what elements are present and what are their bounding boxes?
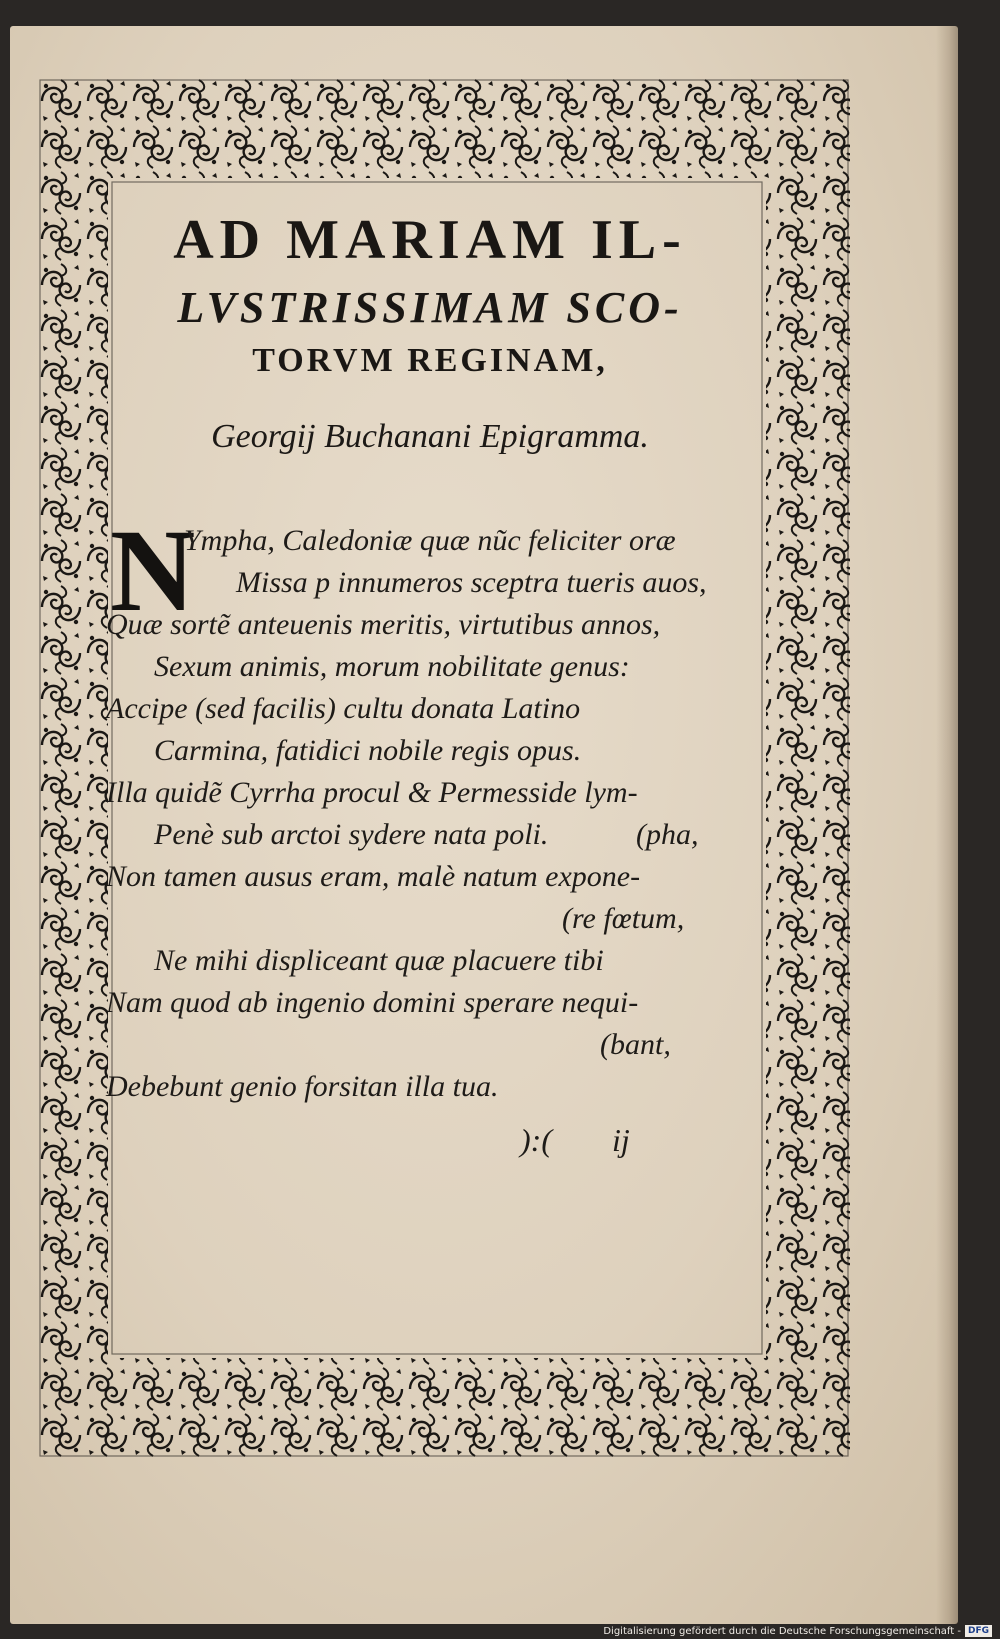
verse-line: Sexum animis, morum nobilitate genus:	[154, 650, 630, 683]
verse-line: Penè sub arctoi sydere nata poli.	[154, 818, 549, 851]
digitization-credit	[603, 1625, 992, 1637]
dfg-logo: DFG	[965, 1625, 992, 1637]
verse-line: Quæ sortẽ anteuenis meritis, virtutibus annos,	[106, 608, 661, 641]
page-edge-shadow	[936, 26, 958, 1624]
verse-line: Carmina, fatidici nobile regis opus.	[154, 734, 582, 767]
title-line-1: AD MARIAM IL-	[173, 209, 687, 271]
verse-line: Ne mihi displiceant quæ placuere tibi	[154, 944, 604, 977]
verse-line: Non tamen ausus eram, malè natum expone-	[106, 860, 641, 893]
verse-line-turnover: (pha,	[636, 818, 699, 851]
verse-line: Missa p innumeros sceptra tueris auos,	[236, 566, 707, 599]
verse-line-turnover: (re fœtum,	[562, 902, 685, 935]
signature-number: ij	[612, 1122, 630, 1158]
drop-cap-initial: N	[110, 505, 196, 636]
verse-line: Accipe (sed facilis) cultu donata Latino	[106, 692, 581, 725]
title-line-2: LVSTRISSIMAM SCO-	[177, 283, 683, 332]
verse-line: Illa quidẽ Cyrrha procul & Permesside lym-	[106, 776, 638, 809]
verse-line: Ympha, Caledoniæ quæ nũc feliciter oræ	[184, 524, 676, 557]
subtitle: Georgij Buchanani Epigramma.	[211, 418, 649, 455]
signature-mark: ):(	[520, 1122, 552, 1158]
title-line-3: TORVM REGINAM,	[252, 342, 608, 379]
verse-line: Debebunt genio forsitan illa tua.	[106, 1070, 499, 1103]
verse-line: Nam quod ab ingenio domini sperare nequi-	[106, 986, 639, 1019]
credit-text: Digitalisierung gefördert durch die Deutsche Forschungsgemeinschaft -	[603, 1625, 961, 1637]
verse-line-turnover: (bant,	[600, 1028, 671, 1061]
